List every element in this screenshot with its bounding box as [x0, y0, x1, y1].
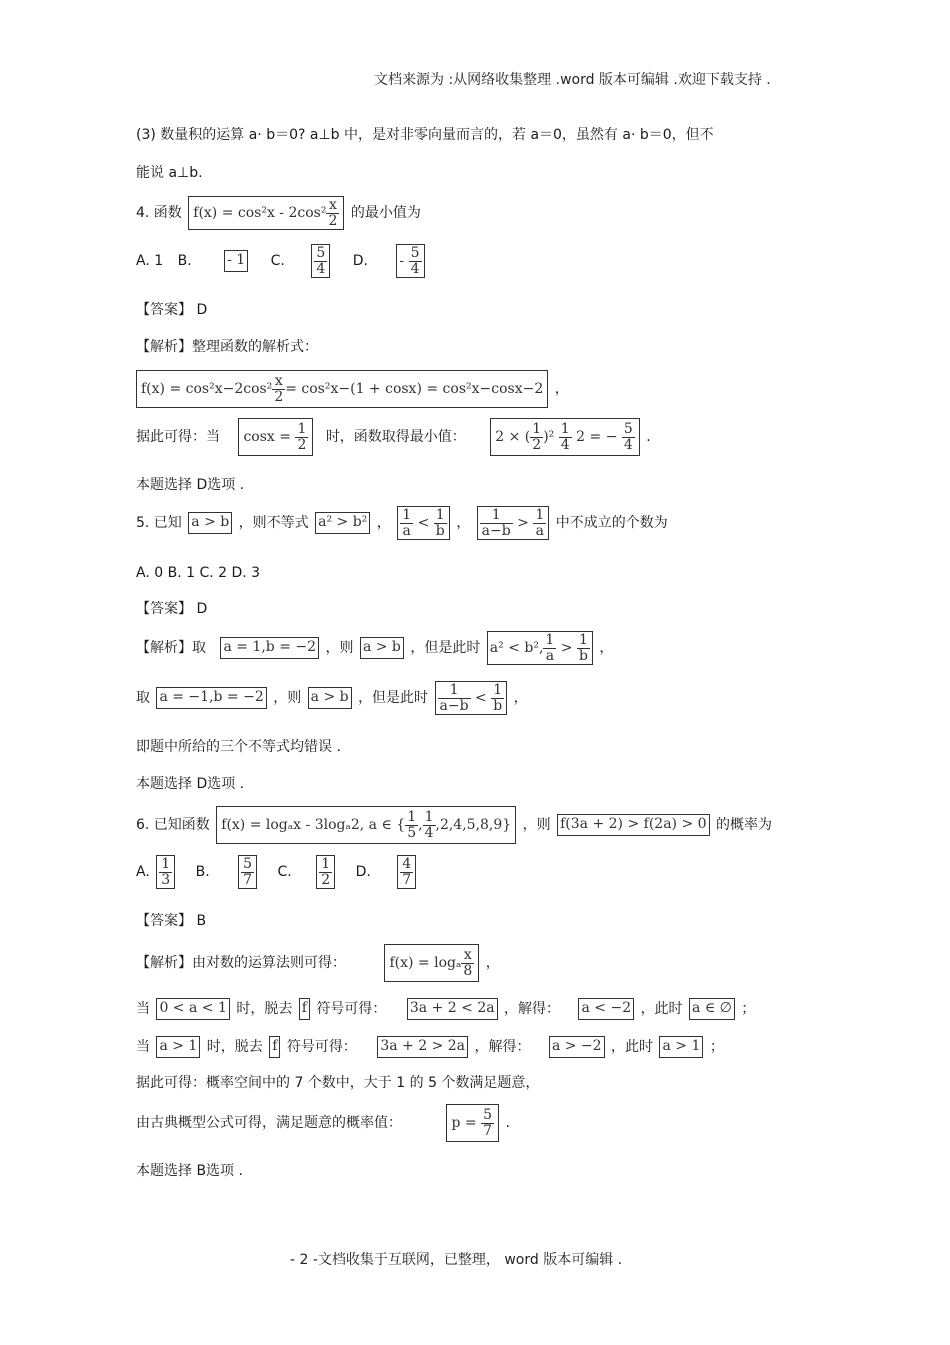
q5-result-1: a² < b², $\frac{1}{a}$ > $\frac{1}{b}$: [487, 631, 593, 665]
q6-option-c-value: $\frac{1}{2}$: [316, 855, 335, 889]
q4-option-d-label: D.: [352, 253, 368, 270]
q4-options: [136, 244, 427, 278]
q5-ab-2: a > b: [308, 687, 352, 709]
q6-condition: f(3a + 2) > f(2a) > 0: [557, 814, 709, 836]
q4-stem: [136, 196, 421, 230]
q5-suffix: 中不成立的个数为: [555, 515, 668, 532]
q4-derivation-formula: f(x) = cos²x−2cos² $\frac{x}{2}$ = cos²x−(1 + cosx) = cos²x−cosx−2: [136, 370, 548, 408]
q5-analysis-3: 即题中所给的三个不等式均错误 .: [136, 739, 341, 755]
q6-answer: 【答案】 B: [136, 913, 207, 929]
q6-analysis-3: 当 a > 1 时，脱去 f 符号可得： 3a + 2 > 2a ，解得： a > −2 ，此时 a > 1 ；: [136, 1036, 724, 1058]
q6-case-1-result: a ∈ ∅: [689, 998, 735, 1020]
page-header: 文档来源为 :从网络收集整理 .word 版本可编辑 .欢迎下载支持 .: [374, 72, 771, 88]
q5-values-1: a = 1,b = −2: [220, 637, 319, 659]
q5-answer: 【答案】 D: [136, 601, 208, 617]
q4-derivation: f(x) = cos²x−2cos² $\frac{x}{2}$ = cos²x−(1 + cosx) = cos²x−cosx−2 ，: [136, 370, 569, 408]
q6-case-2-inequality: 3a + 2 > 2a: [377, 1036, 468, 1058]
q5-inequality-2: $\frac{1}{a}$ < $\frac{1}{b}$: [397, 506, 450, 540]
q6-case-1-condition: 0 < a < 1: [156, 998, 229, 1020]
q4-analysis-intro: 【解析】整理函数的解析式：: [136, 339, 318, 355]
q5-inequality-1: a² > b²: [315, 512, 370, 534]
q4-prefix: 4. 函数: [136, 205, 182, 222]
q5-inequality-3: $\frac{1}{a-b}$ > $\frac{1}{a}$: [477, 506, 550, 540]
q6-case-1-f: f: [299, 998, 310, 1020]
q5-analysis-2: 取 a = −1,b = −2 ，则 a > b ，但是此时 $\frac{1}{a-b}$ < $\frac{1}{b}$ ，: [136, 682, 528, 714]
q4-option-d-value: - $\frac{5}{4}$: [396, 244, 424, 278]
page-footer: - 2 -文档收集于互联网，已整理， word 版本可编辑 .: [290, 1252, 623, 1268]
q6-probability: p = $\frac{5}{7}$: [446, 1104, 499, 1142]
q4-minimum-value: 2 × ( $\frac{1}{2}$ )² $\frac{1}{4}$ 2 = − $\frac{5}{4}$: [490, 418, 639, 456]
q6-case-2-condition: a > 1: [156, 1036, 200, 1058]
q5-prefix: 5. 已知: [136, 515, 182, 532]
q6-simplified-function: f(x) = logₐ $\frac{x}{8}$: [384, 944, 479, 982]
q4-option-b-value: - 1: [224, 250, 248, 272]
q6-function-formula: f(x) = logₐx - 3logₐ2, a ∈ { $\frac{1}{5}$ , $\frac{1}{4}$ ,2,4,5,8,9}: [216, 806, 516, 844]
q6-analysis-4: 据此可得：概率空间中的 7 个数中，大于 1 的 5 个数满足题意，: [136, 1075, 540, 1091]
q4-answer: 【答案】 D: [136, 302, 208, 318]
q4-option-a: A. 1: [136, 253, 164, 270]
q6-conclusion: 本题选择 B选项 .: [136, 1163, 243, 1179]
q6-options: A. $\frac{1}{3}$ B. $\frac{5}{7}$ C. $\frac{1}{2}$ D. $\frac{4}{7}$: [136, 855, 418, 889]
q6-case-2-result: a > 1: [659, 1036, 703, 1058]
q5-mid: ，则不等式: [238, 515, 309, 532]
q6-analysis-2: 当 0 < a < 1 时，脱去 f 符号可得： 3a + 2 < 2a ，解得： a < −2 ，此时 a ∈ ∅ ；: [136, 998, 755, 1020]
q5-analysis-1: 【解析】取 a = 1,b = −2 ，则 a > b ，但是此时 a² < b², $\frac{1}{a}$ > $\frac{1}{b}$ ，: [136, 632, 614, 664]
q4-option-c-value: $\frac{5}{4}$: [311, 244, 330, 278]
q6-case-2-solution: a > −2: [549, 1036, 605, 1058]
q5-options: A. 0 B. 1 C. 2 D. 3: [136, 565, 261, 581]
note-line-2: 能说 a⊥b.: [136, 165, 203, 181]
q5-values-2: a = −1,b = −2: [156, 687, 266, 709]
q5-conclusion: 本题选择 D选项 .: [136, 776, 245, 792]
q4-cos-condition: cosx = $\frac{1}{2}$: [238, 418, 313, 456]
q4-minimum-line: 据此可得：当 cosx = $\frac{1}{2}$ 时，函数取得最小值： 2 × ( $\frac{1}{2}$ )² $\frac{1}{4}$ 2 = − $\frac{5}{4}$ .: [136, 418, 651, 456]
q6-case-1-inequality: 3a + 2 < 2a: [407, 998, 498, 1020]
q4-option-c-label: C.: [270, 253, 285, 270]
q4-function-formula: f(x) = cos²x - 2cos² $\frac{x}{2}$: [188, 196, 344, 230]
q6-stem: 6. 已知函数 f(x) = logₐx - 3logₐ2, a ∈ { $\frac{1}{5}$ , $\frac{1}{4}$ ,2,4,5,8,9} ，则 f(3a + 2) > f(2a) > 0 的概率为: [136, 806, 772, 844]
q6-case-1-solution: a < −2: [578, 998, 634, 1020]
q6-analysis-1: 【解析】由对数的运算法则可得： f(x) = logₐ $\frac{x}{8}$ ，: [136, 944, 500, 982]
q4-min-mid: 时，函数取得最小值：: [325, 429, 466, 446]
q6-option-d-value: $\frac{4}{7}$: [397, 855, 416, 889]
q6-option-a-value: $\frac{1}{3}$: [156, 855, 175, 889]
q6-option-b-value: $\frac{5}{7}$: [238, 855, 257, 889]
q4-min-prefix: 据此可得：当: [136, 429, 220, 446]
note-line-1: (3) 数量积的运算 a· b＝0? a⊥b 中，是对非零向量而言的，若 a＝0，虽然有 a· b＝0，但不: [136, 127, 714, 143]
q4-suffix: 的最小值为: [350, 205, 421, 222]
q4-option-b-label: B.: [177, 253, 192, 270]
q5-stem: 5. 已知 a > b ，则不等式 a² > b² ， $\frac{1}{a}$ < $\frac{1}{b}$ ， $\frac{1}{a-b}$ > $\frac{1}{a}$ 中不成立的个数为: [136, 507, 668, 539]
q5-condition: a > b: [188, 512, 232, 534]
q4-conclusion: 本题选择 D选项 .: [136, 477, 245, 493]
q5-ab-1: a > b: [360, 637, 404, 659]
q5-result-2: $\frac{1}{a-b}$ < $\frac{1}{b}$: [435, 681, 508, 715]
q6-case-2-f: f: [269, 1036, 280, 1058]
q6-analysis-5: 由古典概型公式可得，满足题意的概率值： p = $\frac{5}{7}$ .: [136, 1104, 510, 1142]
